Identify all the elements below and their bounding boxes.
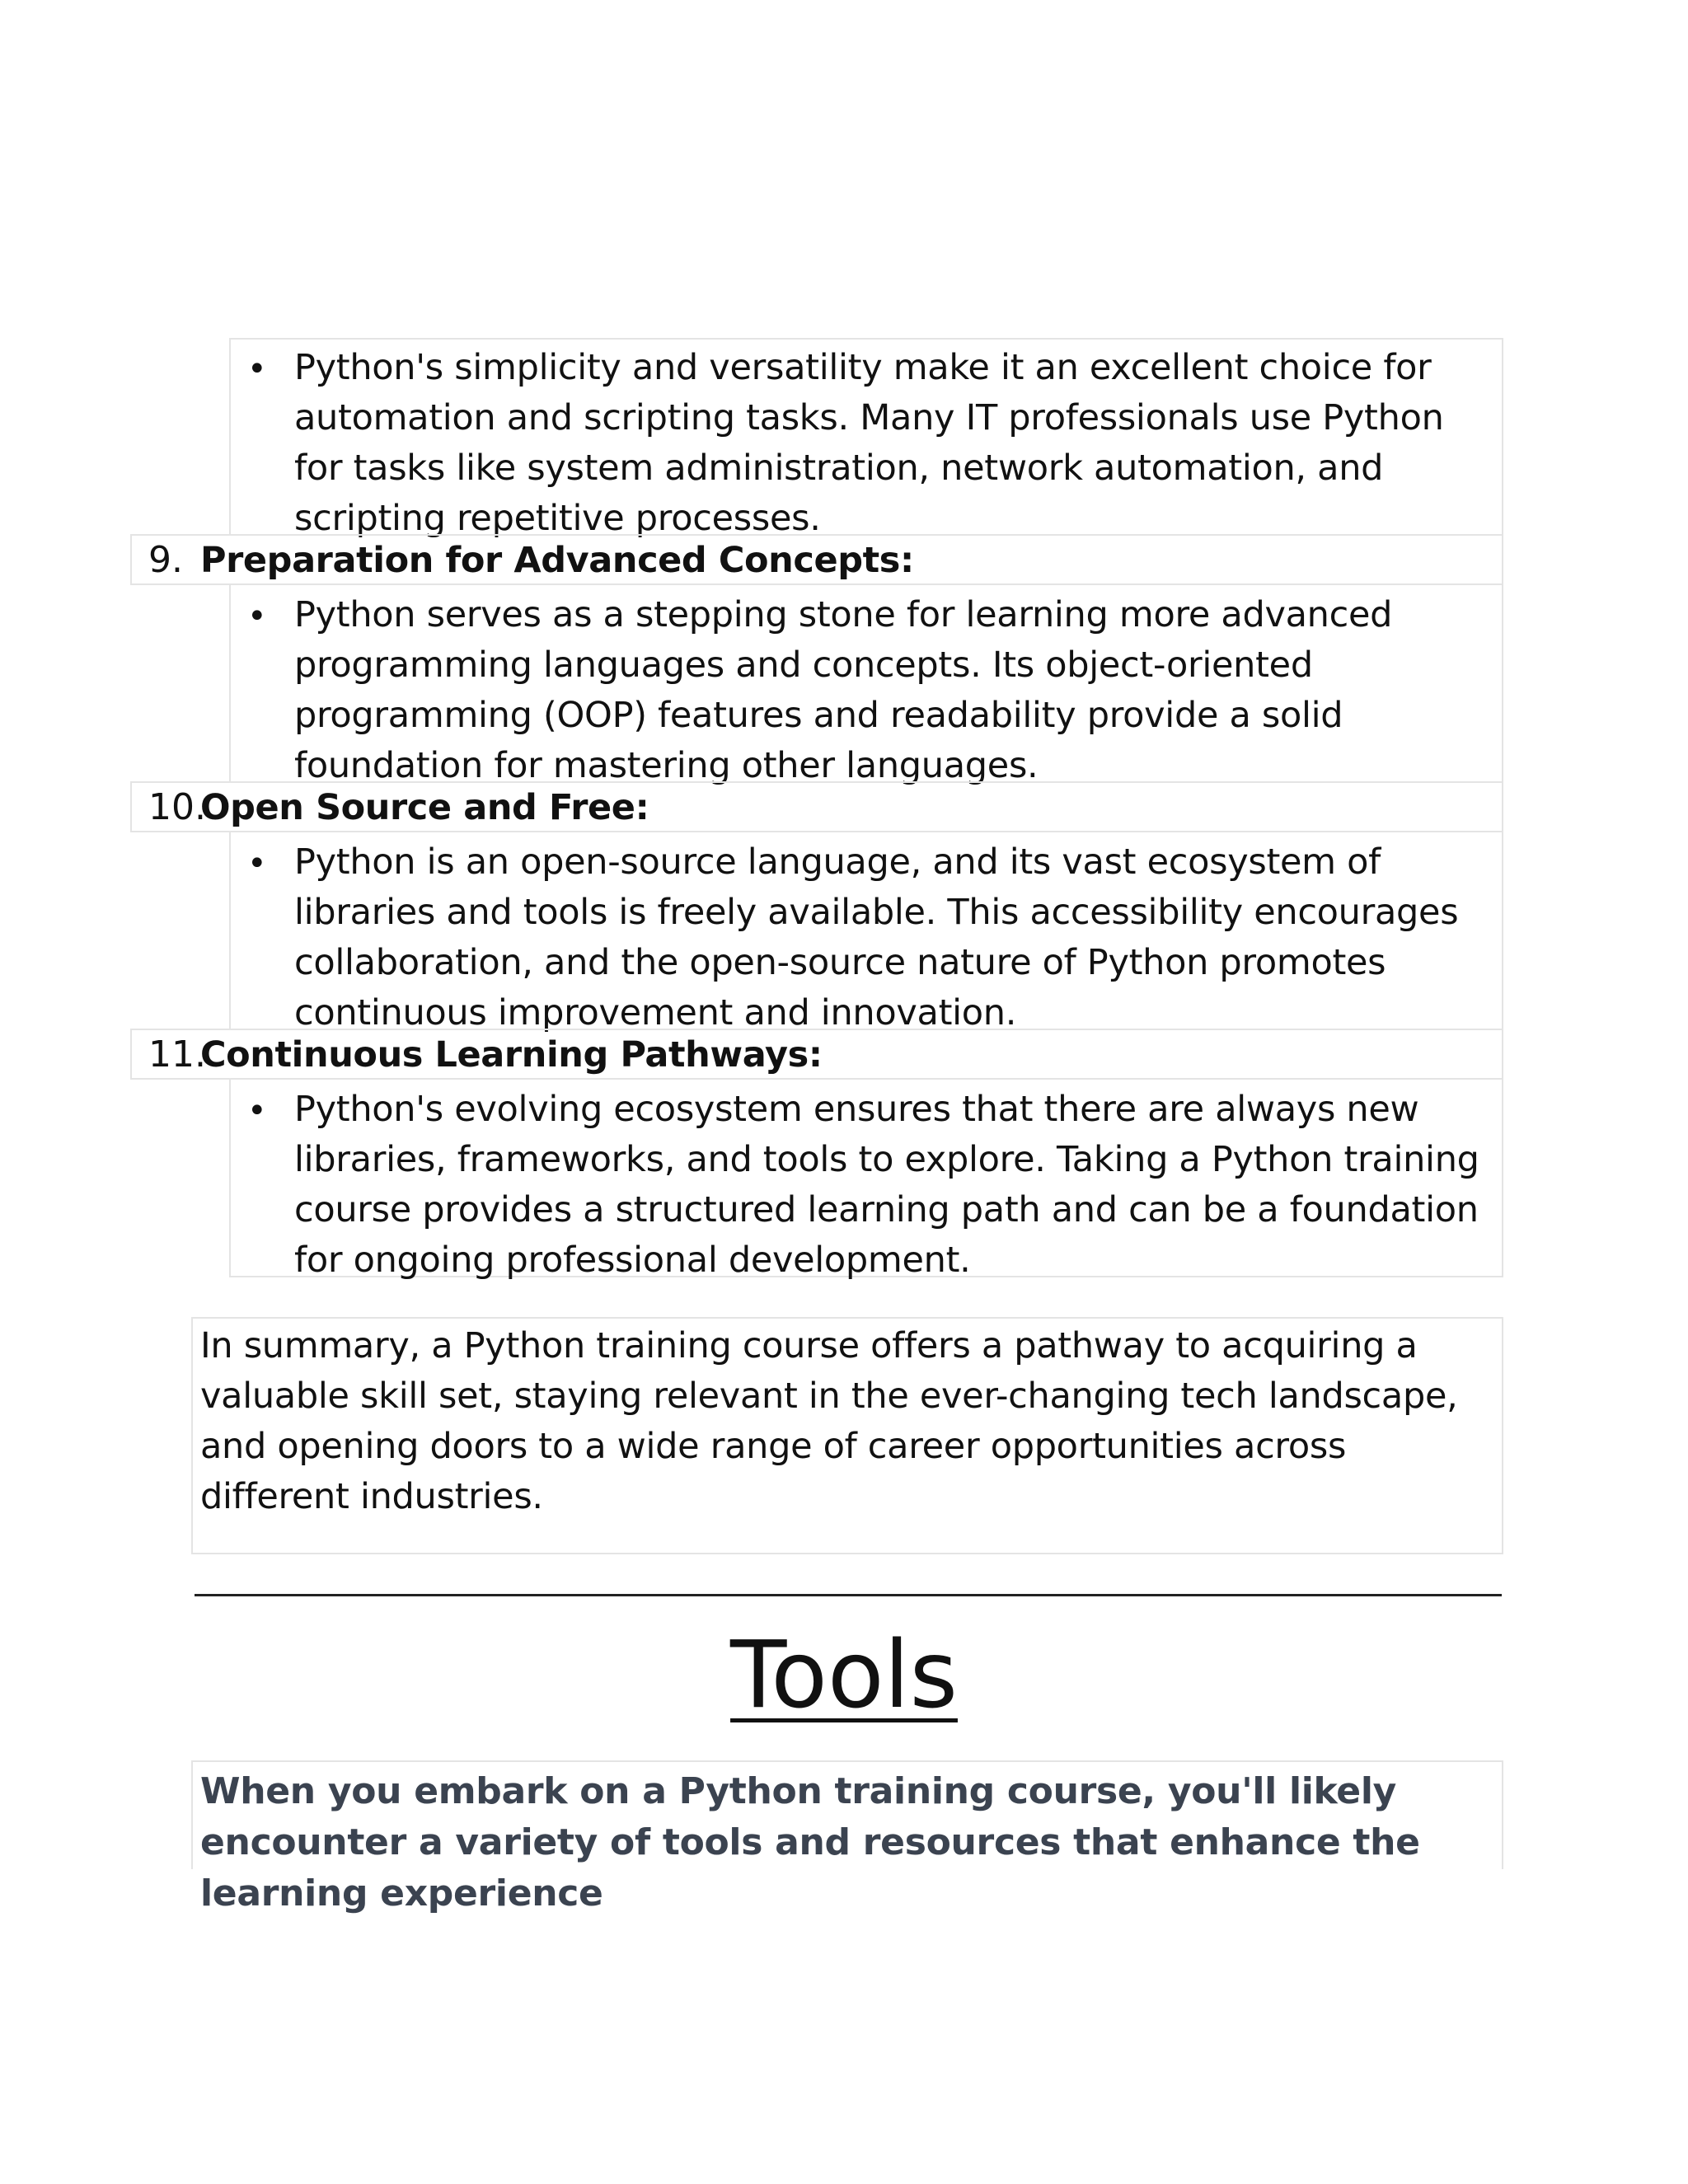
tools-intro: When you embark on a Python training course, you'll likely encounter a variety of tools and resources that enhance the learning experience	[200, 1770, 1420, 1915]
section-title: Tools	[730, 1622, 958, 1729]
bullet-text: Python's simplicity and versatility make it an excellent choice for automation and scripting tasks. Many IT professionals use Python for tasks like system administration, network automation, and scripting repetitive processes.	[294, 347, 1444, 539]
bullet-text: Python serves as a stepping stone for learning more advanced programming languages and concepts. Its object-oriented programming (OOP) features and readability provide a solid foundation for mastering other languages.	[294, 594, 1393, 786]
list-number: 11.	[148, 1033, 206, 1076]
list-heading: Preparation for Advanced Concepts:	[200, 540, 914, 581]
list-number: 10.	[148, 786, 206, 828]
list-heading: Open Source and Free:	[200, 787, 649, 828]
bullet-dot: •	[247, 598, 267, 635]
bullet-text: Python's evolving ecosystem ensures that there are always new libraries, frameworks, and tools to explore. Taking a Python training course provides a structured learning path and can be a foundation for ongoing professional development.	[294, 1089, 1479, 1281]
bullet-dot: •	[247, 350, 267, 388]
bullet-dot: •	[247, 845, 267, 883]
list-number: 9.	[148, 539, 183, 581]
list-heading: Continuous Learning Pathways:	[200, 1034, 823, 1076]
section-divider	[195, 1594, 1502, 1596]
bullet-text: Python is an open-source language, and its vast ecosystem of libraries and tools is freely available. This accessibility encourages collaboration, and the open-source nature of Python promotes continuous improvement and innovation.	[294, 841, 1459, 1033]
summary-paragraph: In summary, a Python training course offers a pathway to acquiring a valuable skill set, staying relevant in the ever-changing tech landscape, and opening doors to a wide range of career opportunities across different industries.	[200, 1325, 1458, 1517]
bullet-dot: •	[247, 1092, 267, 1130]
